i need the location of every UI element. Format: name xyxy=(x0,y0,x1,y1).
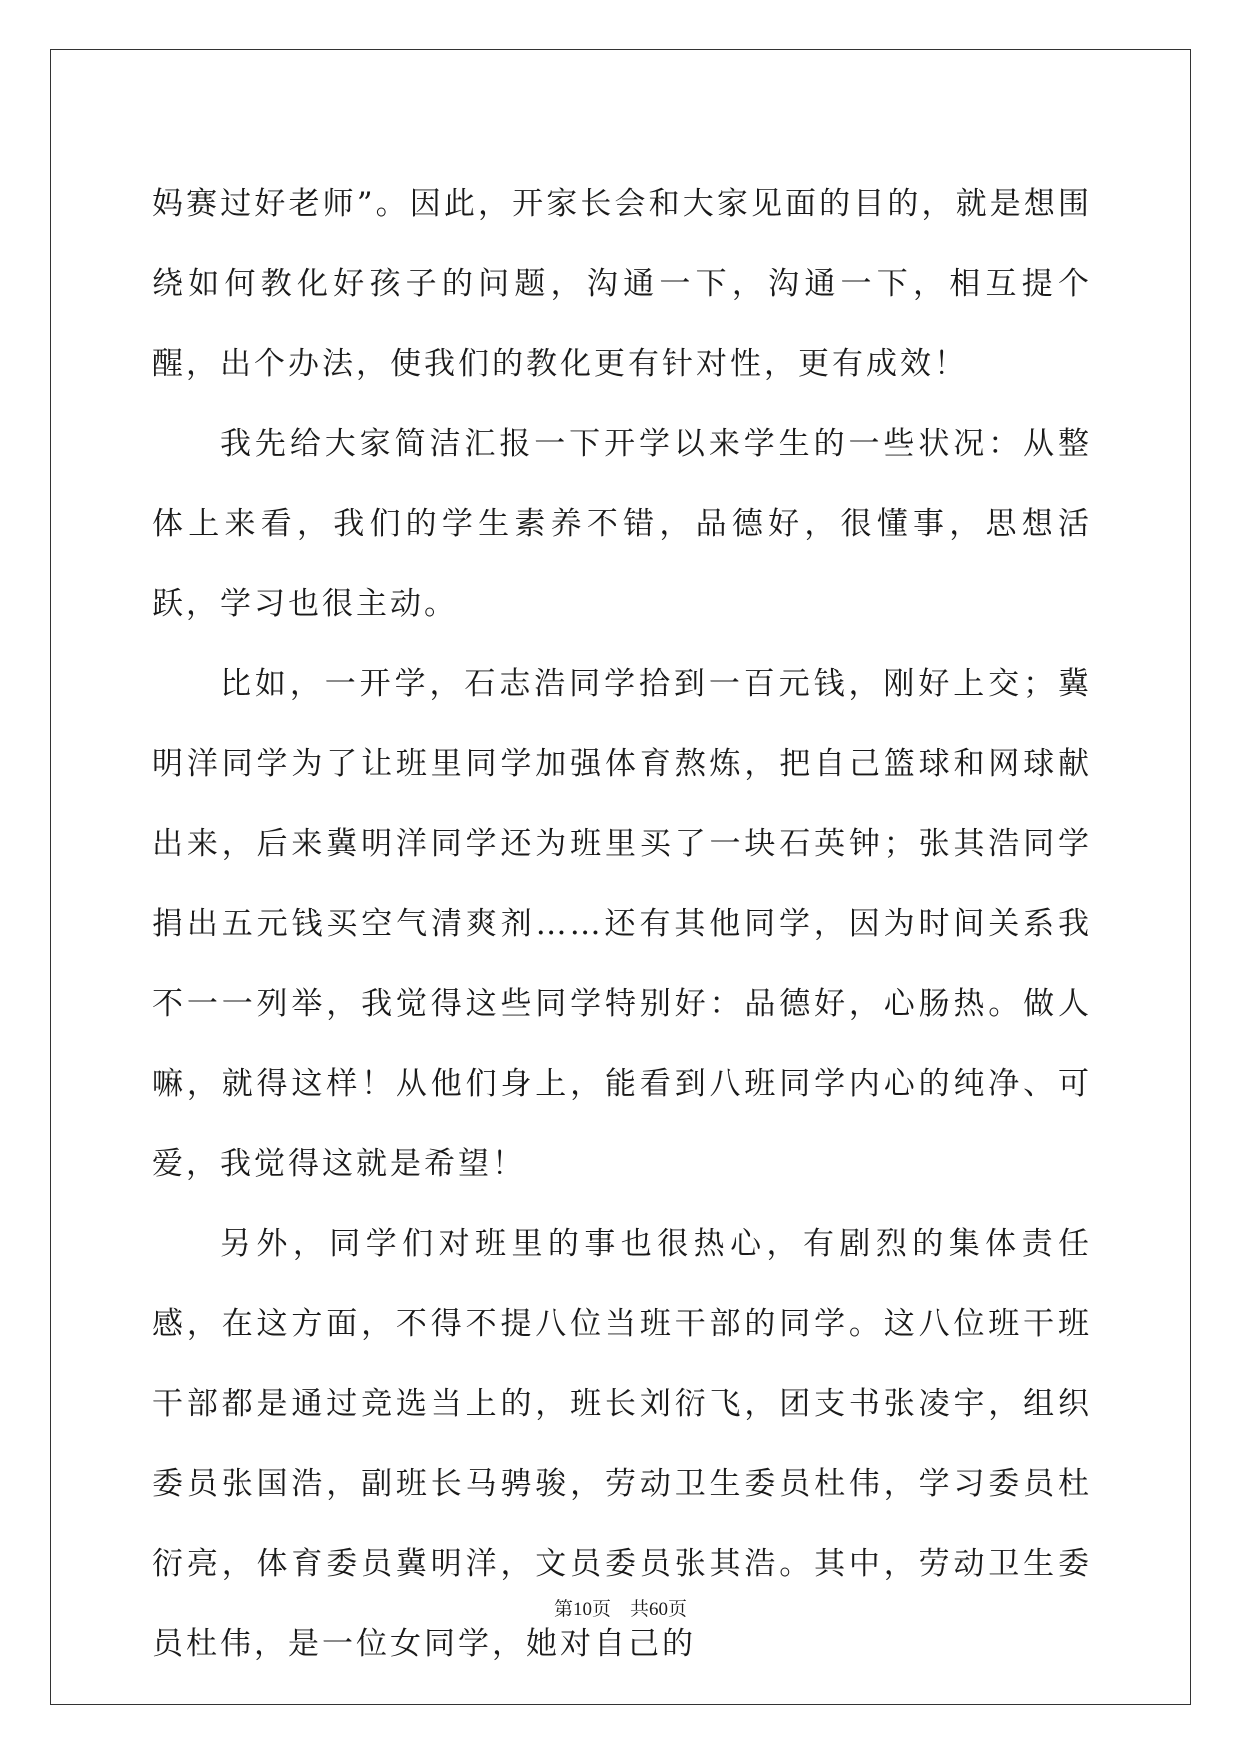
paragraph-2: 我先给大家简洁汇报一下开学以来学生的一些状况：从整体上来看，我们的学生素养不错，品德好，很懂事，思想活跃，学习也很主动。 xyxy=(152,426,1092,622)
paragraph-4: 另外，同学们对班里的事也很热心，有剧烈的集体责任感，在这方面，不得不提八位当班干部的同学。这八位班干班干部都是通过竞选当上的，班长刘衍飞，团支书张凌宇，组织委员张国浩，副班长马骋骏，劳动卫生委员杜伟，学习委员杜衍亮，体育委员冀明洋，文员委员张其浩。其中，劳动卫生委员杜伟，是一位女同学，她对自己的 xyxy=(152,1226,1092,1662)
paragraph-1: 妈赛过好老师”。因此，开家长会和大家见面的目的，就是想围绕如何教化好孩子的问题，沟通一下，沟通一下，相互提个醒，出个办法，使我们的教化更有针对性，更有成效！ xyxy=(152,186,1092,382)
document-body xyxy=(152,164,1092,1684)
page-number-footer: 第10页 共60页 xyxy=(553,1599,687,1620)
paragraph-3: 比如，一开学，石志浩同学拾到一百元钱，刚好上交；冀明洋同学为了让班里同学加强体育熬炼，把自己篮球和网球献出来，后来冀明洋同学还为班里买了一块石英钟；张其浩同学捐出五元钱买空气清爽剂……还有其他同学，因为时间关系我不一一列举，我觉得这些同学特别好：品德好，心肠热。做人嘛，就得这样！从他们身上，能看到八班同学内心的纯净、可爱，我觉得这就是希望！ xyxy=(152,666,1092,1182)
